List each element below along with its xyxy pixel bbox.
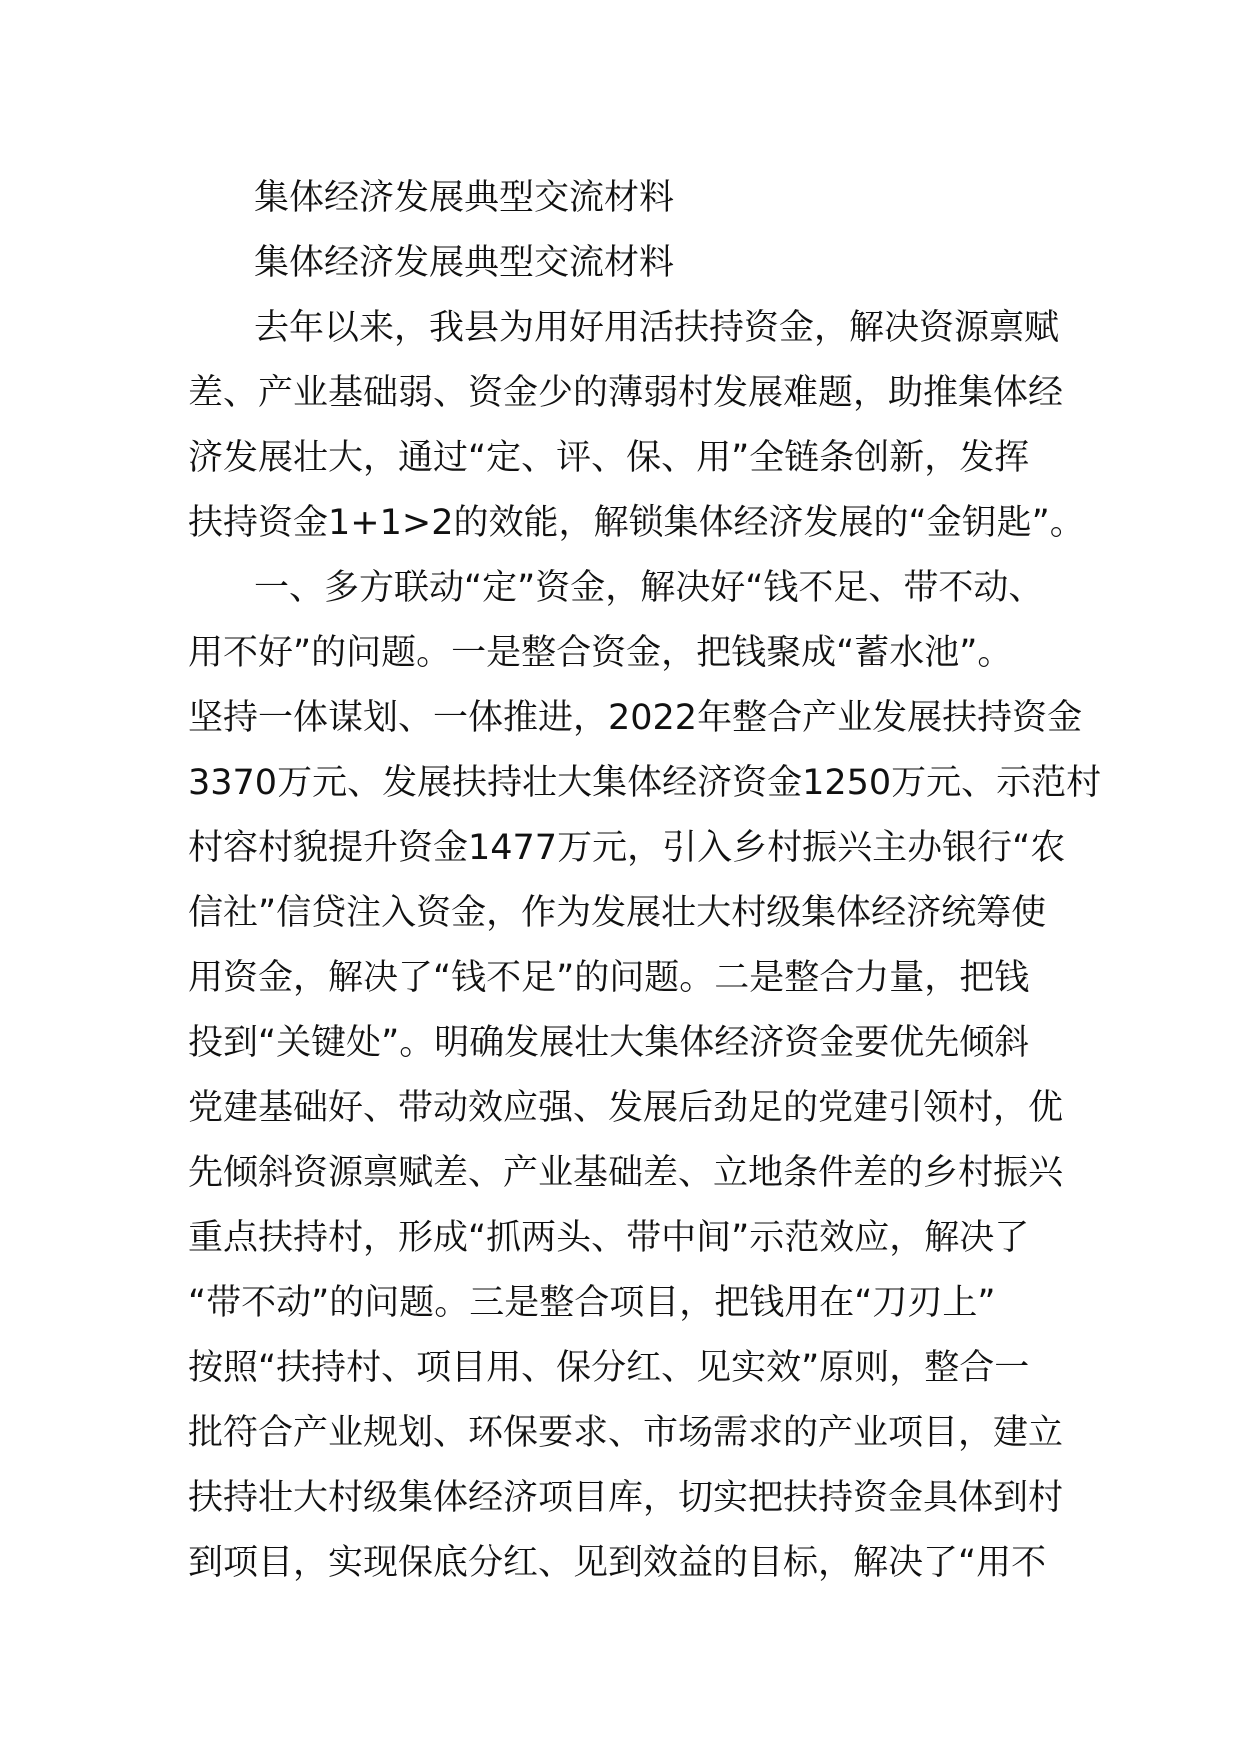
paragraph-line: 先倾斜资源禀赋差、产业基础差、立地条件差的乡村振兴	[188, 1153, 1064, 1193]
paragraph-line: 差、产业基础弱、资金少的薄弱村发展难题，助推集体经	[188, 373, 1064, 413]
paragraph-line: 党建基础好、带动效应强、发展后劲足的党建引领村，优	[188, 1088, 1064, 1128]
paragraph-line: 坚持一体谋划、一体推进，2022年整合产业发展扶持资金	[188, 698, 1083, 738]
paragraph-line: “带不动”的问题。三是整合项目，把钱用在“刀刃上”	[188, 1283, 996, 1323]
paragraph-line: 去年以来，我县为用好用活扶持资金，解决资源禀赋	[254, 308, 1060, 348]
paragraph-line: 信社”信贷注入资金，作为发展壮大村级集体经济统筹使	[188, 893, 1047, 933]
paragraph-line: 重点扶持村，形成“抓两头、带中间”示范效应，解决了	[188, 1218, 1030, 1258]
paragraph-line: 按照“扶持村、项目用、保分红、见实效”原则，整合一	[188, 1348, 1030, 1388]
paragraph-line: 用不好”的问题。一是整合资金，把钱聚成“蓄水池”。	[188, 633, 1013, 673]
paragraph-line: 批符合产业规划、环保要求、市场需求的产业项目，建立	[188, 1413, 1064, 1453]
paragraph-line: 济发展壮大，通过“定、评、保、用”全链条创新，发挥	[188, 438, 1030, 478]
paragraph-line: 用资金，解决了“钱不足”的问题。二是整合力量，把钱	[188, 958, 1030, 998]
paragraph-line: 投到“关键处”。明确发展壮大集体经济资金要优先倾斜	[188, 1023, 1030, 1063]
document-title: 集体经济发展典型交流材料	[254, 243, 675, 283]
document-heading: 集体经济发展典型交流材料	[254, 178, 675, 218]
paragraph-line: 扶持资金1+1>2的效能，解锁集体经济发展的“金钥匙”。	[188, 503, 1085, 543]
paragraph-line: 到项目，实现保底分红、见到效益的目标，解决了“用不	[188, 1543, 1047, 1583]
paragraph-line: 3370万元、发展扶持壮大集体经济资金1250万元、示范村	[188, 763, 1102, 803]
paragraph-line: 扶持壮大村级集体经济项目库，切实把扶持资金具体到村	[188, 1478, 1064, 1518]
paragraph-line: 村容村貌提升资金1477万元，引入乡村振兴主办银行“农	[188, 828, 1066, 868]
section-line: 一、多方联动“定”资金，解决好“钱不足、带不动、	[254, 568, 1044, 608]
